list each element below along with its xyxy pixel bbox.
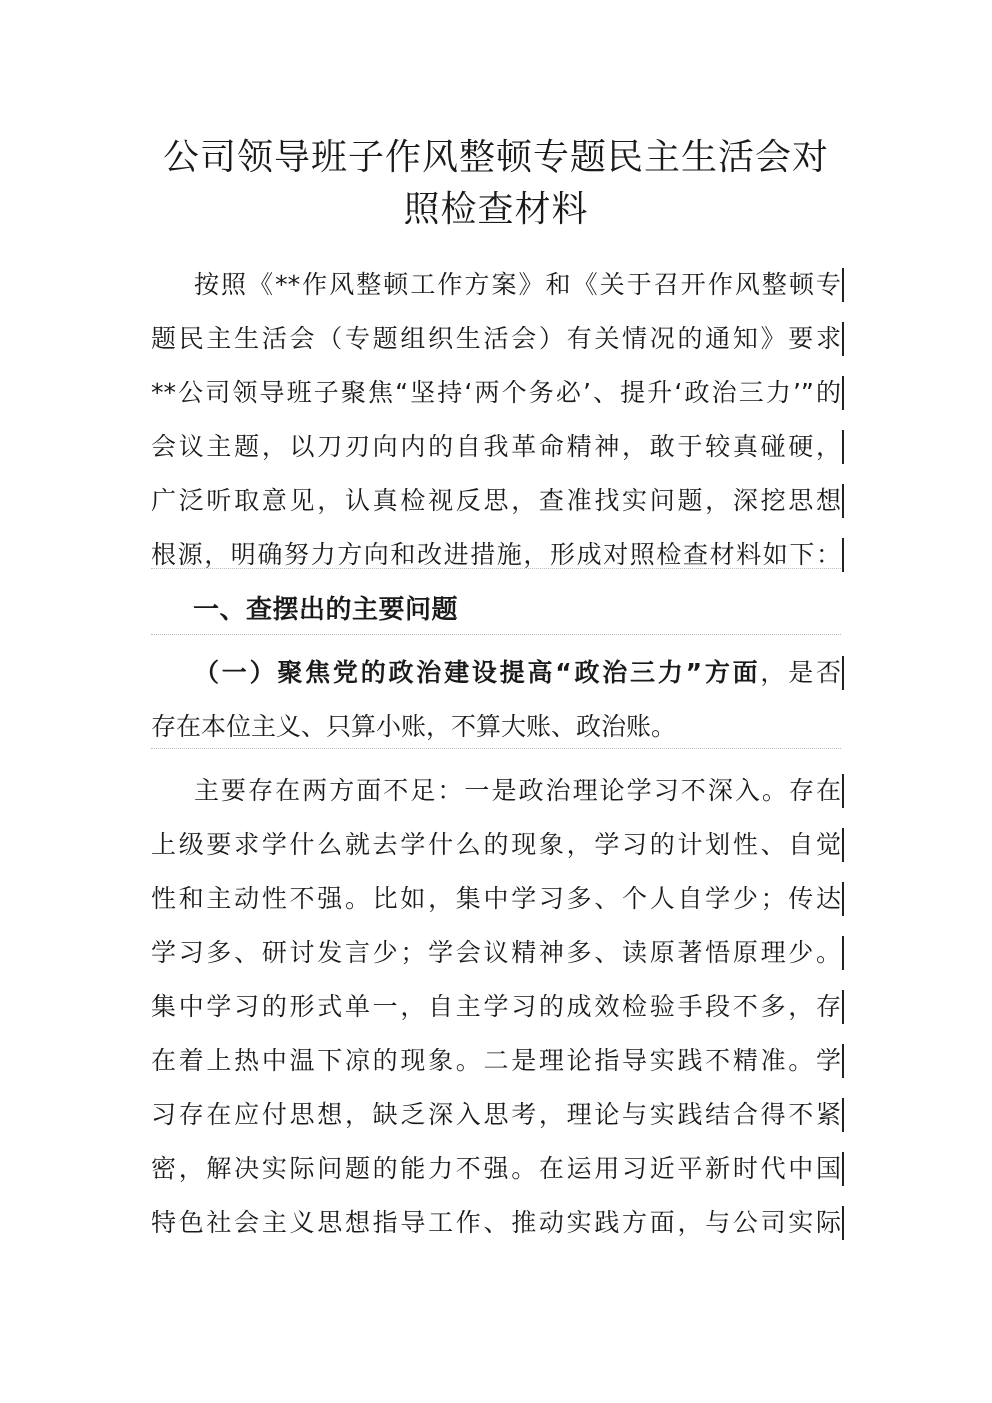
divider [151,748,841,749]
margin-bar [842,538,844,572]
margin-bar [842,322,844,356]
margin-bar [842,656,844,690]
title-line-1: 公司领导班子作风整顿专题民主生活会对 [162,137,829,178]
body-line: 集中学习的形式单一，自主学习的成效检验手段不多，存 [151,992,841,1021]
body-line: 在着上热中温下凉的现象。二是理论指导实践不精准。学 [151,1046,841,1075]
subsection-line [151,646,841,700]
intro-line: 按照《**作风整顿工作方案》和《关于召开作风整顿专 [194,270,841,299]
document-title [100,132,892,236]
margin-bar [842,1044,844,1078]
body-line: 习存在应付思想，缺乏深入思考，理论与实践结合得不紧 [151,1100,841,1129]
margin-bar [842,484,844,518]
margin-bar [842,774,844,808]
margin-bar [842,1098,844,1132]
body-line: 特色社会主义思想指导工作、推动实践方面，与公司实际 [151,1208,841,1237]
section-heading: 一、查摆出的主要问题 [193,595,459,625]
body-line: 性和主动性不强。比如，集中学习多、个人自学少；传达 [151,884,841,913]
subsection-paragraph [151,646,841,754]
margin-bar [842,430,844,464]
body-paragraph [151,764,841,1250]
intro-line: **公司领导班子聚焦“坚持‘两个务必’、提升‘政治三力’”的 [151,378,841,407]
intro-line: 根源，明确努力方向和改进措施，形成对照检查材料如下： [151,540,841,569]
intro-line: 题民主生活会（专题组织生活会）有关情况的通知》要求 [151,324,841,353]
subsection-heading-tail: ，是否 [760,658,841,687]
body-line: 学习多、研讨发言少；学会议精神多、读原著悟原理少。 [151,938,841,967]
margin-bar [842,828,844,862]
margin-bar [842,882,844,916]
margin-bar [842,376,844,410]
body-line: 上级要求学什么就去学什么的现象，学习的计划性、自觉 [151,830,841,859]
divider [151,568,841,569]
margin-bar [842,936,844,970]
title-line-2: 照检查材料 [403,189,589,230]
subsection-line: 存在本位主义、只算小账，不算大账、政治账。 [151,712,677,741]
margin-bar [842,1152,844,1186]
divider [151,634,841,635]
subsection-heading: （一）聚焦党的政治建设提高“政治三力”方面 [194,658,761,687]
intro-line: 广泛听取意见，认真检视反思，查准找实问题，深挖思想 [151,486,841,515]
margin-bar [842,1206,844,1240]
intro-line: 会议主题，以刀刃向内的自我革命精神，敢于较真碰硬， [151,432,841,461]
intro-paragraph [151,258,841,582]
body-line: 主要存在两方面不足：一是政治理论学习不深入。存在 [194,776,841,805]
margin-bar [842,990,844,1024]
margin-bar [842,268,844,302]
body-line: 密，解决实际问题的能力不强。在运用习近平新时代中国 [151,1154,841,1183]
